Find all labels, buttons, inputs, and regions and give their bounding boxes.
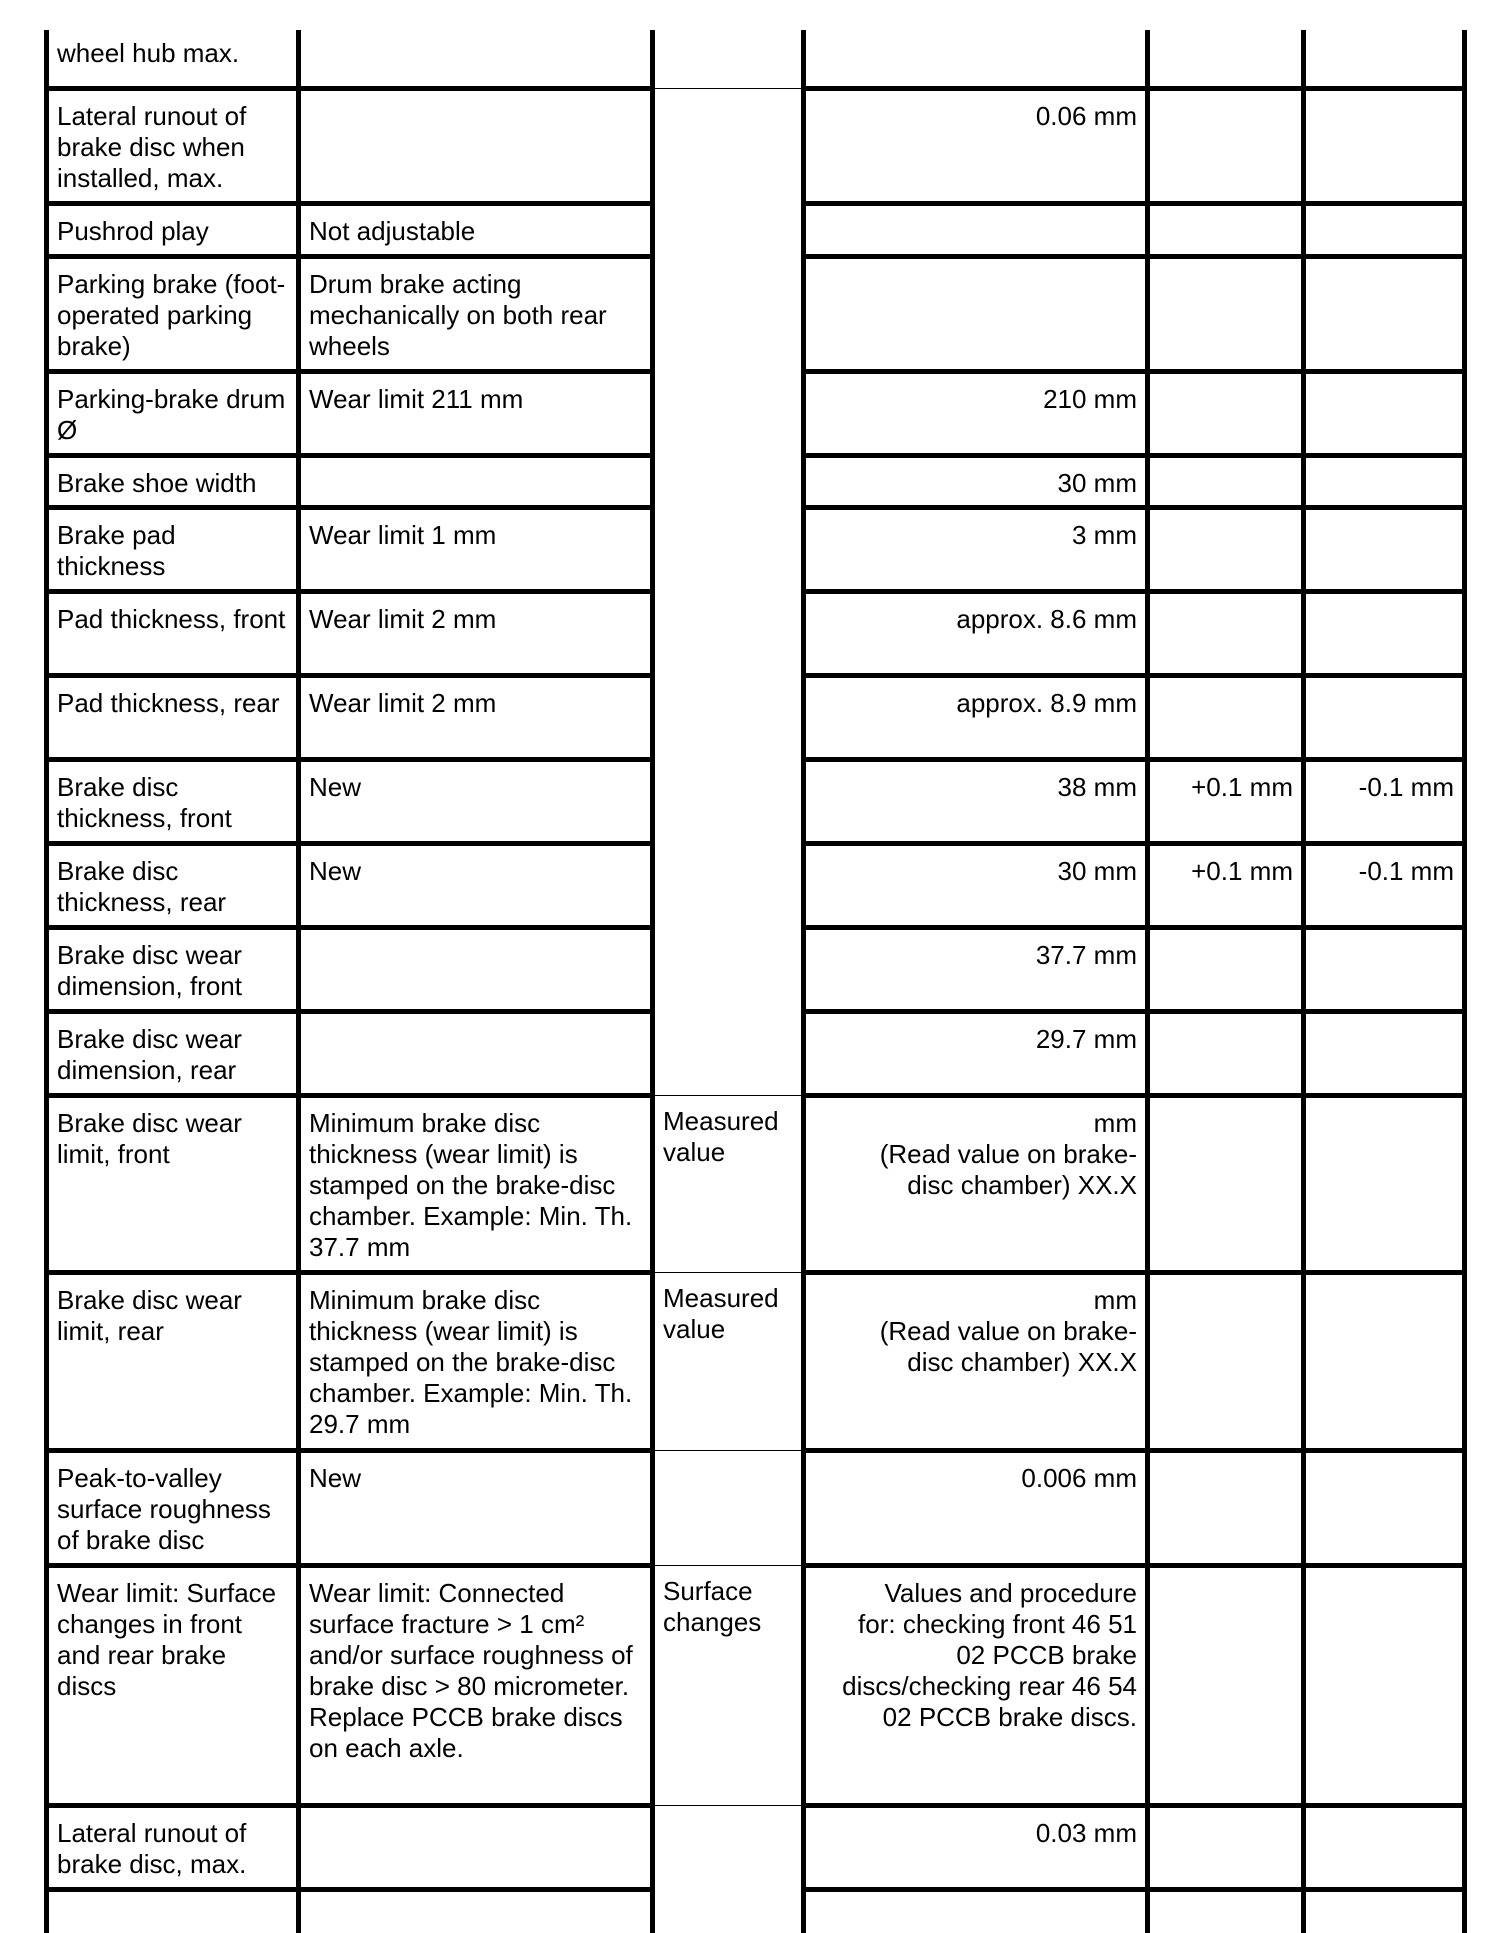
minus-tolerance-cell [1304,88,1465,203]
value-line: for: checking front 46 51 [858,1608,1137,1639]
minus-tolerance-cell [1304,1011,1465,1095]
minus-tolerance-cell [1304,203,1465,256]
condition-cell [299,1011,653,1095]
minus-tolerance-cell [1304,455,1465,507]
spec-name-cell: Brake disc wear dimension, rear [47,1011,299,1095]
spec-name-cell: Pad thickness, rear [47,675,299,759]
minus-tolerance-cell [1304,507,1465,591]
condition-cell [299,1889,653,1933]
spec-name-cell [47,1889,299,1933]
value-cell [804,30,1148,88]
value-line: mm [1093,1284,1137,1315]
value-cell: 37.7 mm [804,927,1148,1011]
condition-cell: New [299,1450,653,1565]
spec-name-cell: Lateral runout of brake disc when installed, max. [47,88,299,203]
spec-name-cell: Pad thickness, front [47,591,299,675]
plus-tolerance-cell [1148,455,1304,507]
minus-tolerance-cell [1304,1450,1465,1565]
spec-name-cell: Brake disc wear dimension, front [47,927,299,1011]
brake-spec-table [44,30,1467,1933]
measure-type-cell: Surface changes [653,1565,804,1805]
value-line: disc chamber) XX.X [907,1169,1137,1200]
value-cell: 3 mm [804,507,1148,591]
measure-type-cell [653,1450,804,1565]
spec-name-cell: Parking-brake drum Ø [47,371,299,455]
plus-tolerance-cell [1148,507,1304,591]
table-row [47,1450,1465,1565]
spec-name-cell: Brake disc wear limit, front [47,1095,299,1272]
measure-type-cell: Measured value [653,1095,804,1272]
spec-name-cell: Peak-to-valley surface roughness of brake disc [47,1450,299,1565]
minus-tolerance-cell [1304,371,1465,455]
condition-cell: Drum brake acting mechanically on both rear wheels [299,256,653,371]
value-cell: 30 mm [804,843,1148,927]
spec-name-cell: Pushrod play [47,203,299,256]
value-cell: 0.03 mm [804,1805,1148,1889]
spec-name-cell: Parking brake (foot-operated parking brake) [47,256,299,371]
condition-cell [299,30,653,88]
condition-cell [299,455,653,507]
condition-cell: Wear limit: Connected surface fracture > 1 cm² and/or surface roughness of brake disc > 80 micrometer. Replace PCCB brake discs on each axle. [299,1565,653,1805]
spec-name-cell: Wear limit: Surface changes in front and rear brake discs [47,1565,299,1805]
plus-tolerance-cell [1148,1095,1304,1272]
plus-tolerance-cell [1148,1889,1304,1933]
value-line: mm [1093,1107,1137,1138]
measure-type-cell-merged [653,88,804,1095]
value-line: 02 PCCB brake discs. [882,1701,1137,1732]
value-line: (Read value on brake- [879,1315,1137,1346]
minus-tolerance-cell [1304,1272,1465,1450]
condition-cell [299,927,653,1011]
minus-tolerance-cell [1304,675,1465,759]
plus-tolerance-cell [1148,1011,1304,1095]
minus-tolerance-cell: -0.1 mm [1304,843,1465,927]
minus-tolerance-cell [1304,1095,1465,1272]
spec-name-cell: Brake disc wear limit, rear [47,1272,299,1450]
value-cell: 29.7 mm [804,1011,1148,1095]
spec-name-cell: Brake disc thickness, rear [47,843,299,927]
condition-cell: Minimum brake disc thickness (wear limit) is stamped on the brake-disc chamber. Example: Min. Th. 29.7 mm [299,1272,653,1450]
plus-tolerance-cell [1148,591,1304,675]
table-row [47,1805,1465,1889]
value-line: 02 PCCB brake [956,1639,1137,1670]
measure-type-cell [653,30,804,88]
plus-tolerance-cell: +0.1 mm [1148,759,1304,843]
table-row [47,88,1465,203]
spec-name-cell: Lateral runout of brake disc, max. [47,1805,299,1889]
table-row [47,1565,1465,1805]
value-cell: 38 mm [804,759,1148,843]
plus-tolerance-cell [1148,1272,1304,1450]
plus-tolerance-cell [1148,927,1304,1011]
value-line: (Read value on brake- [879,1138,1137,1169]
minus-tolerance-cell [1304,591,1465,675]
value-cell: approx. 8.6 mm [804,591,1148,675]
condition-cell: Wear limit 2 mm [299,675,653,759]
minus-tolerance-cell [1304,30,1465,88]
value-cell: approx. 8.9 mm [804,675,1148,759]
plus-tolerance-cell [1148,675,1304,759]
value-cell: 0.006 mm [804,1450,1148,1565]
value-cell [804,256,1148,371]
value-cell [804,203,1148,256]
minus-tolerance-cell [1304,1889,1465,1933]
spec-name-cell: wheel hub max. [47,30,299,88]
minus-tolerance-cell: -0.1 mm [1304,759,1465,843]
value-line: Values and procedure [884,1577,1137,1608]
plus-tolerance-cell [1148,371,1304,455]
spec-name-cell: Brake pad thickness [47,507,299,591]
condition-cell [299,88,653,203]
plus-tolerance-cell [1148,1805,1304,1889]
plus-tolerance-cell [1148,256,1304,371]
value-line: disc chamber) XX.X [907,1346,1137,1377]
value-cell: 210 mm [804,371,1148,455]
value-cell: 30 mm [804,455,1148,507]
spec-name-cell: Brake disc thickness, front [47,759,299,843]
value-cell [804,1565,1148,1805]
minus-tolerance-cell [1304,256,1465,371]
table-row [47,1272,1465,1450]
condition-cell: New [299,843,653,927]
condition-cell: New [299,759,653,843]
condition-cell: Wear limit 211 mm [299,371,653,455]
value-cell [804,1095,1148,1272]
value-cell: 0.06 mm [804,88,1148,203]
condition-cell: Wear limit 1 mm [299,507,653,591]
measure-type-cell-merged [653,1805,804,1933]
condition-cell: Minimum brake disc thickness (wear limit) is stamped on the brake-disc chamber. Example: Min. Th. 37.7 mm [299,1095,653,1272]
value-cell [804,1272,1148,1450]
measure-type-cell: Measured value [653,1272,804,1450]
condition-cell: Not adjustable [299,203,653,256]
plus-tolerance-cell [1148,30,1304,88]
table-row [47,1095,1465,1272]
condition-cell: Wear limit 2 mm [299,591,653,675]
value-line: discs/checking rear 46 54 [842,1670,1137,1701]
value-cell [804,1889,1148,1933]
minus-tolerance-cell [1304,1565,1465,1805]
table-row [47,30,1465,88]
plus-tolerance-cell: +0.1 mm [1148,843,1304,927]
condition-cell [299,1805,653,1889]
plus-tolerance-cell [1148,1450,1304,1565]
plus-tolerance-cell [1148,88,1304,203]
minus-tolerance-cell [1304,927,1465,1011]
plus-tolerance-cell [1148,203,1304,256]
minus-tolerance-cell [1304,1805,1465,1889]
spec-name-cell: Brake shoe width [47,455,299,507]
plus-tolerance-cell [1148,1565,1304,1805]
